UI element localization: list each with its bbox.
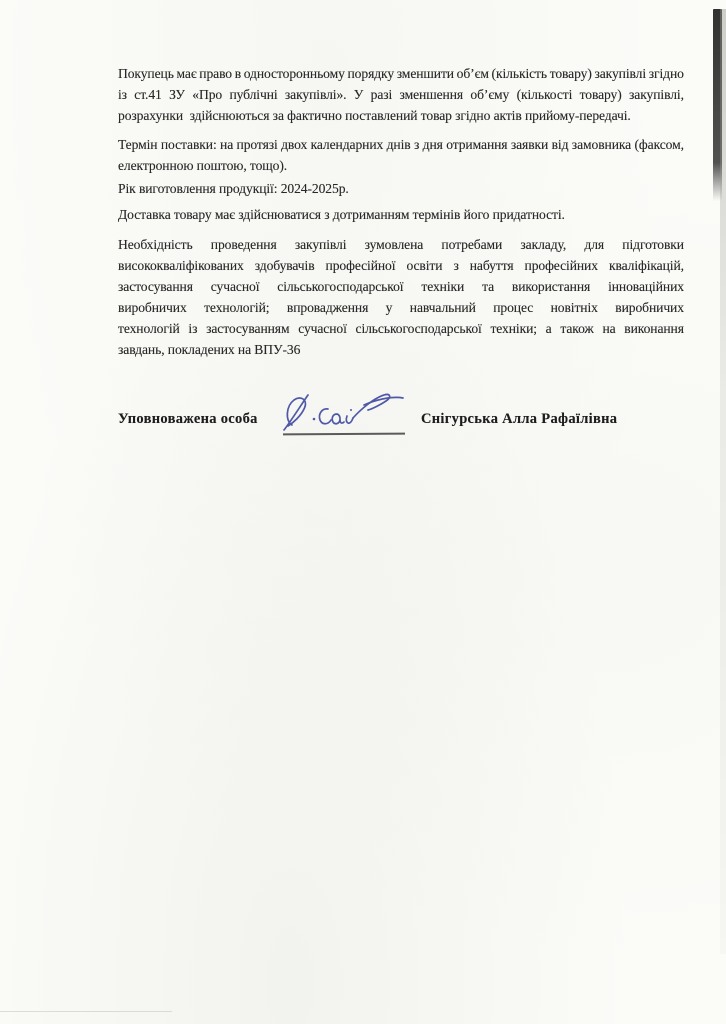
text-line: завдань, покладених на ВПУ-36 <box>118 342 301 357</box>
authorized-person-label: Уповноважена особа <box>118 411 258 427</box>
para-production-year <box>118 178 684 199</box>
text-line: технологій із застосуванням сучасної сільськогосподарської техніки; а також на виконання <box>118 321 684 336</box>
text-line: із ст.41 ЗУ «Про публічні закупівлі». У разі зменшення об’єму (кількості товару) закупівлі, <box>118 87 684 102</box>
text-line: виробничих технологій; впровадження у навчальний процес новітніх виробничих <box>118 300 684 315</box>
para-reduction-clause <box>118 63 684 126</box>
scan-bottom-edge <box>0 1011 172 1012</box>
text-line: Необхідність проведення закупівлі зумовлена потребами закладу, для підготовки <box>118 237 684 252</box>
scan-edge-artifact-light <box>720 9 726 954</box>
text-line: розрахунки здійснюються за фактично поставлений товар згідно актів прийому-передачі. <box>118 108 631 123</box>
text-line: Покупець має право в односторонньому порядку зменшити об’єм (кількість товару) закупівлі згідно <box>118 66 684 81</box>
para-delivery-term <box>118 134 684 176</box>
para-justification <box>118 234 684 360</box>
para-shelf-life <box>118 204 684 225</box>
text-line: Доставка товару має здійснюватися з дотриманням термінів його придатності. <box>118 207 565 222</box>
text-line: Термін поставки: на протязі двох календарних днів з дня отримання заявки від замовника (факсом, <box>118 137 684 152</box>
text-line: електронною поштою, тощо). <box>118 158 288 173</box>
handwritten-signature <box>281 388 409 436</box>
text-line: Рік виготовлення продукції: 2024-2025р. <box>118 181 349 196</box>
text-line: висококваліфікованих здобувачів професійної освіти з набуття професійних кваліфікацій, <box>118 258 684 273</box>
signatory-name: Снігурська Алла Рафаїлівна <box>421 411 618 427</box>
text-line: застосування сучасної сільськогосподарської техніки та використання інноваційних <box>118 279 684 294</box>
